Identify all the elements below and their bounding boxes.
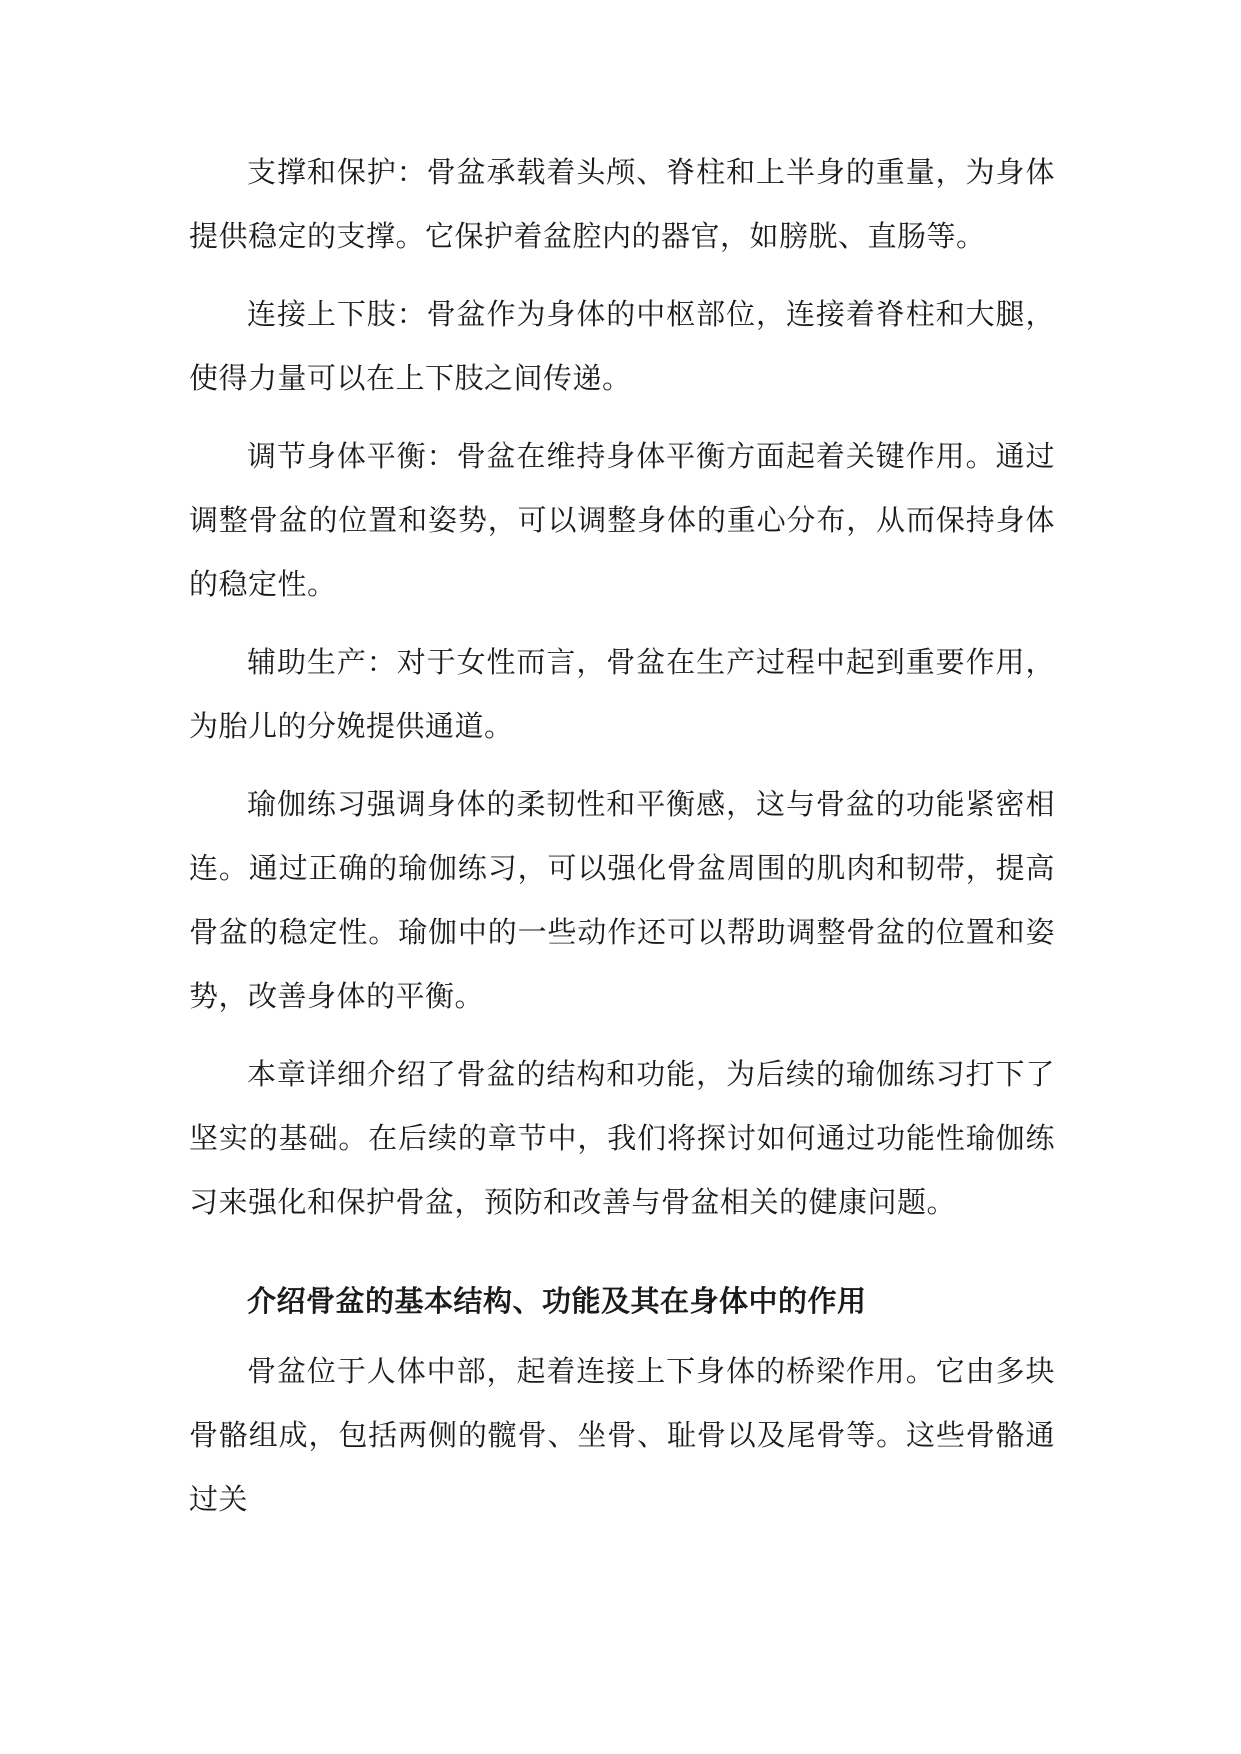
paragraph-childbirth: 辅助生产：对于女性而言，骨盆在生产过程中起到重要作用，为胎儿的分娩提供通道。	[189, 645, 1055, 743]
paragraph-balance: 调节身体平衡：骨盆在维持身体平衡方面起着关键作用。通过调整骨盆的位置和姿势，可以调整身体的重心分布，从而保持身体的稳定性。	[189, 439, 1055, 601]
section-heading: 介绍骨盆的基本结构、功能及其在身体中的作用	[247, 1284, 867, 1318]
document-body	[189, 140, 1055, 1545]
paragraph-yoga: 瑜伽练习强调身体的柔韧性和平衡感，这与骨盆的功能紧密相连。通过正确的瑜伽练习，可以强化骨盆周围的肌肉和韧带，提高骨盆的稳定性。瑜伽中的一些动作还可以帮助调整骨盆的位置和姿势，改善身体的平衡。	[189, 787, 1055, 1013]
paragraph-chapter-summary: 本章详细介绍了骨盆的结构和功能，为后续的瑜伽练习打下了坚实的基础。在后续的章节中，我们将探讨如何通过功能性瑜伽练习来强化和保护骨盆，预防和改善与骨盆相关的健康问题。	[189, 1057, 1055, 1219]
paragraph-connect-limbs: 连接上下肢：骨盆作为身体的中枢部位，连接着脊柱和大腿，使得力量可以在上下肢之间传递。	[189, 297, 1055, 395]
paragraph-support-protection: 支撑和保护：骨盆承载着头颅、脊柱和上半身的重量，为身体提供稳定的支撑。它保护着盆腔内的器官，如膀胱、直肠等。	[189, 155, 1055, 253]
paragraph-pelvis-intro: 骨盆位于人体中部，起着连接上下身体的桥梁作用。它由多块骨骼组成，包括两侧的髋骨、坐骨、耻骨以及尾骨等。这些骨骼通过关	[189, 1354, 1055, 1516]
